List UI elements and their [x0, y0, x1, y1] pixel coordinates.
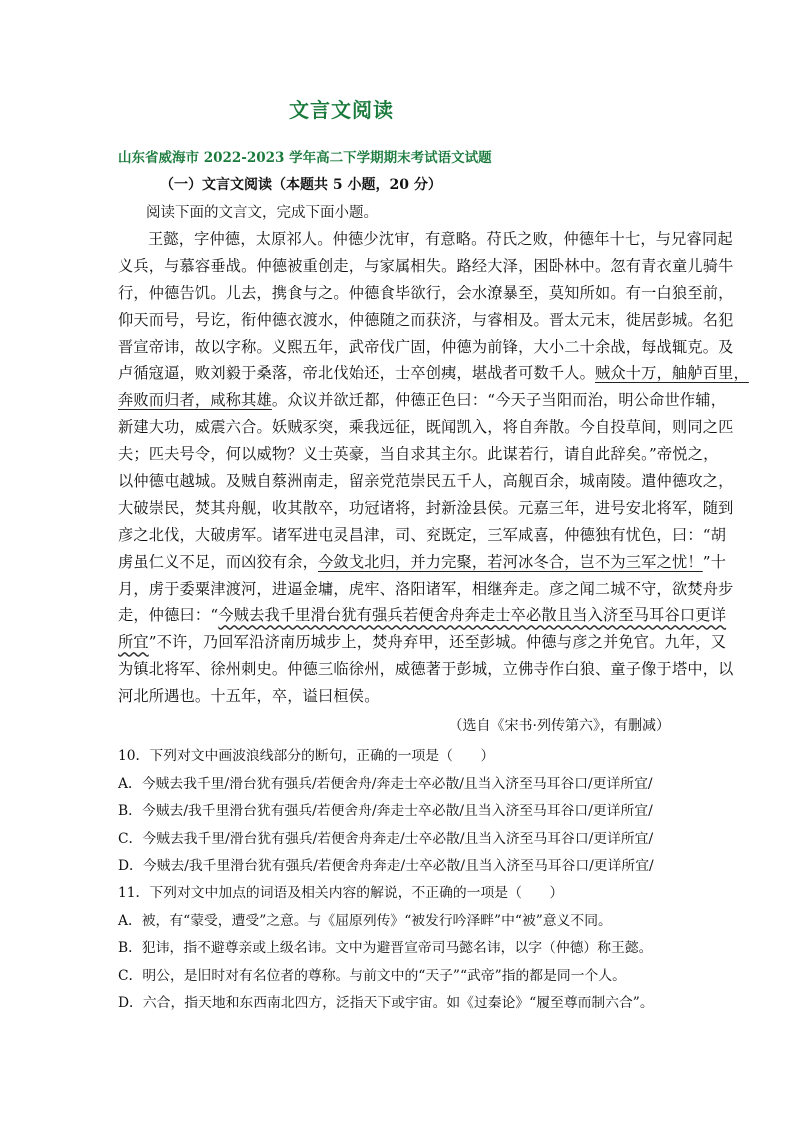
question-10-option-a: A．今贼去我千里/滑台犹有强兵/若便舍舟/奔走士卒必散/且当入济至马耳谷口/更详所宜/	[118, 776, 653, 792]
passage-line: 彦之北伐，大破虏军。诸军进屯灵昌津，司、兖既定，三军咸喜，仲德独有忧色，曰：“胡	[118, 525, 727, 544]
passage-line	[118, 549, 727, 576]
question-11-stem: 11．下列对文中加点的词语及相关内容的解说，不正确的一项是（ ）	[118, 885, 564, 901]
underlined-sentence: 今敛戈北归，并力完聚，若河冰冬合，岂不为三军之忧！	[318, 552, 703, 571]
passage-line	[118, 360, 749, 387]
passage-line: 大破崇民，焚其舟舰，收其散卒，功冠诸将，封新淦县侯。元嘉三年，进号安北将军，随到	[118, 498, 734, 517]
question-11-option-d: D．六合，指天地和东西南北四方，泛指天下或宇宙。如《过秦论》“履至尊而制六合”。	[118, 995, 654, 1011]
citation: （选自《宋书·列传第六》，有删减）	[448, 718, 670, 734]
passage-line: 新建大功，威震六合。妖贼豕突，乘我远征，既闻凯入，将自奔散。今自投草间，则同之匹	[118, 418, 734, 437]
passage-text: 卢循寇逼，败刘毅于桑落，帝北伐始还，士卒创痍，堪战者可数千人。	[118, 364, 596, 383]
question-11-option-b: B．犯讳，指不避尊亲或上级名讳。文中为避晋宣帝司马懿名讳，以字（仲德）称王懿。	[118, 940, 653, 956]
instruction: 阅读下面的文言文，完成下面小题。	[146, 205, 378, 221]
passage-line	[118, 602, 727, 629]
passage-line: 行，仲德告饥。儿去，携食与之。仲德食毕欲行，会水潦暴至，莫知所如。有一白狼至前，	[118, 283, 734, 302]
passage-line: 仰天而号，号讫，衔仲德衣渡水，仲德随之而获济，与睿相及。晋太元末，徙居彭城。名犯	[118, 310, 734, 329]
question-10-option-b: B．今贼去/我千里滑台犹有强兵/若便舍舟/奔走士卒必散/且当入济至马耳谷口/更详所宜/	[118, 803, 653, 819]
passage-line	[118, 387, 727, 414]
passage-text: 走，仲德曰：“	[118, 606, 219, 625]
passage-line: 为镇北将军、徐州刺史。仲德三临徐州，威德著于彭城，立佛寺作白狼、童子像于塔中，以	[118, 660, 734, 679]
question-10-stem: 10．下列对文中画波浪线部分的断句，正确的一项是（ ）	[118, 748, 495, 764]
passage-line: 夫；匹夫号令，何以威物？义士英豪，当自求其主尔。此谋若行，请自此辞矣。”帝悦之，	[118, 445, 719, 464]
passage	[118, 226, 749, 710]
underlined-sentence: 奔败而归者，咸称其雄	[118, 391, 272, 410]
wavy-underlined-text: 今贼去我千里滑台犹有强兵若便舍舟奔走士卒必散且当入济至马耳谷口更详	[218, 606, 727, 625]
section-heading: （一）文言文阅读（本题共 5 小题，20 分）	[160, 177, 442, 193]
passage-text: ”不许，乃回军沿济南历城步上，焚舟弃甲，还至彭城。仲德与彦之并免官。九年，又	[148, 633, 727, 652]
passage-line: 以仲德屯越城。及贼自蔡洲南走，留亲党范崇民五千人，高舰百余，城南陵。遣仲德攻之，	[118, 472, 734, 491]
passage-line: 义兵，与慕容垂战。仲德被重创走，与家属相失。路经大泽，困卧林中。忽有青衣童儿骑牛	[118, 256, 734, 275]
passage-text: 虏虽仁义不足，而凶狡有余，	[118, 552, 319, 571]
passage-line: 晋宣帝讳，故以字称。义熙五年，武帝伐广固，仲德为前锋，大小二十余战，每战辄克。及	[118, 337, 734, 356]
passage-text: 。众议并欲迁都，仲德正色曰：“今天子当阳而治，明公命世作辅，	[271, 391, 727, 410]
wavy-underlined-text: 所宜	[118, 633, 149, 652]
question-10-option-c: C．今贼去我千里/滑台犹有强兵/若便舍舟奔走/士卒必散/且当入济至马耳谷口/更详所宜/	[118, 831, 654, 847]
passage-line: 河北所遇也。十五年，卒，谥曰桓侯。	[118, 687, 380, 706]
question-10-option-d: D．今贼去/我千里滑台犹有强兵/若便舍舟奔走/士卒必散/且当入济至马耳谷口/更详所宜/	[118, 858, 654, 874]
question-11-option-c: C．明公，是旧时对有名位者的尊称。与前文中的“天子”“武帝”指的都是同一个人。	[118, 968, 626, 984]
passage-text: ”十	[702, 552, 727, 571]
passage-line	[118, 629, 727, 656]
exam-source: 山东省威海市 2022-2023 学年高二下学期期末考试语文试题	[118, 150, 492, 166]
underlined-sentence: 贼众十万，舳舻百里，	[595, 364, 749, 383]
passage-line: 月，虏于委粟津渡河，进逼金墉，虎牢、洛阳诸军，相继奔走。彦之闻二城不守，欲焚舟步	[118, 579, 734, 598]
question-11-option-a: A．被，有“蒙受，遭受”之意。与《屈原列传》“被发行吟泽畔”中“被”意义不同。	[118, 913, 612, 929]
passage-line: 王懿，字仲德，太原祁人。仲德少沈审，有意略。苻氏之败，仲德年十七，与兄睿同起	[148, 230, 733, 248]
page-title: 文言文阅读	[289, 98, 394, 122]
